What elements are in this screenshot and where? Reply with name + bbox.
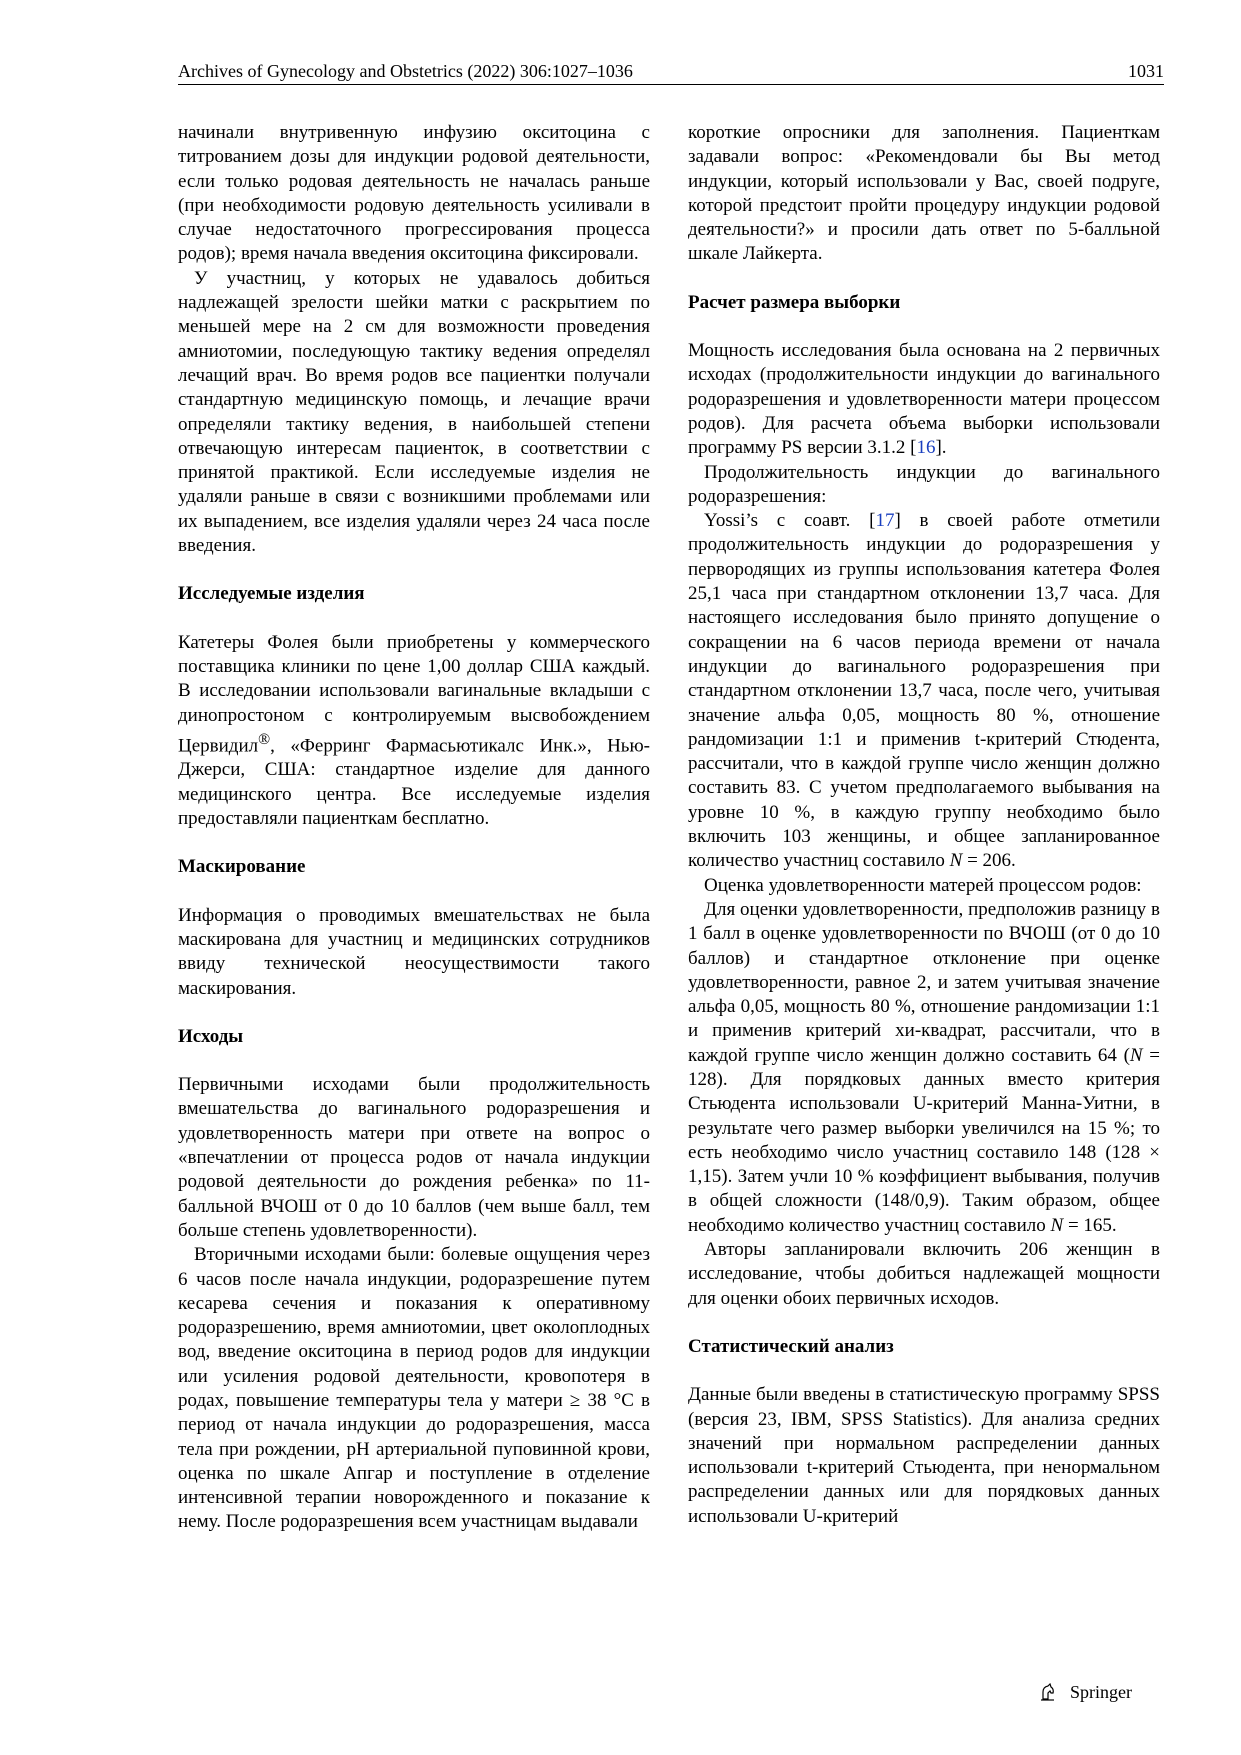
- registered-mark: ®: [258, 730, 271, 748]
- reference-link[interactable]: 16: [916, 437, 936, 459]
- reference-link[interactable]: 17: [875, 510, 895, 532]
- springer-horse-icon: [1040, 1683, 1056, 1701]
- running-head: [178, 59, 1164, 85]
- section-heading-outcomes: Исходы: [178, 1025, 244, 1047]
- text-run: Для оценки удовлетворенности, предположив разницу в 1 балл в оценке удовлетворенности по ВЧОШ (от 0 до 10 баллов) и стандартное отклонение при оценке удовлетворенности, равное 2, и затем учитывая значение альфа 0,05, мощность 80 %, отношение рандомизации 1:1 и применив критерий хи-квадрат, рассчитали, что в каждой группе число женщин должно составить 64 (: [688, 898, 1160, 1066]
- paragraph: Первичными исходами были продолжительность вмешательства до вагинального родоразрешения и удовлетворенность матери при ответе на вопрос о «впечатлении от процесса родов от начала индукции родовой деятельности до рождения ребенка» по 11-балльной ВЧОШ от 0 до 10 баллов (чем выше балл, тем больше степень удовлетворенности).: [178, 1074, 650, 1241]
- paragraph: начинали внутривенную инфузию окситоцина с титрованием дозы для индукции родовой деятельности, если только родовая деятельность не началась раньше (при необходимости родовую деятельность усиливали в случае недостаточного прогрессирования процесса родов); время начала введения окситоцина фиксировали.: [178, 122, 650, 265]
- paragraph: Данные были введены в статистическую программу SPSS (версия 23, IBM, SPSS Statistics). Для анализа средних значений при нормальном распределении данных использовали t-критерий Стьюдента, при ненормальном распределении данных или для порядковых данных использовали U-критерий: [688, 1384, 1160, 1527]
- text-run: = 128). Для порядковых данных вместо критерия Стьюдента использовали U-критерий Манна-Уитни, в результате чего размер выборки увеличился на 15 %; то есть необходимо число участниц составило 148 (128 × 1,15). Затем учли 10 % коэффициент выбывания, получив в общей сложности (148/0,9). Таким образом, общее необходимо количество участниц составило: [688, 1044, 1161, 1236]
- text-run: Катетеры Фолея были приобретены у коммерческого поставщика клиники по цене 1,00 доллар США каждый. В исследовании использовали вагинальные вкладыши с динопростоном с контролируемым высвобождением Цервидил: [178, 631, 650, 757]
- text-run: = 206.: [962, 850, 1016, 872]
- section-heading-sample-size: Расчет размера выборки: [688, 291, 901, 313]
- paragraph: Авторы запланировали включить 206 женщин в исследование, чтобы добиться надлежащей мощности для оценки обоих первичных исходов.: [688, 1239, 1160, 1309]
- math-symbol: N: [1129, 1044, 1143, 1066]
- publisher-name: Springer: [1070, 1682, 1132, 1702]
- text-run: = 165.: [1063, 1214, 1117, 1236]
- paragraph: Вторичными исходами были: болевые ощущения через 6 часов после начала индукции, родоразрешение путем кесарева сечения и показания к оперативному родоразрешению, время амниотомии, цвет околоплодных вод, введение окситоцина в период родов для индукции или усиления родовой деятельности, кровопотеря в родах, повышение температуры тела у матери ≥ 38 °C в период от начала индукции до родоразрешения, масса тела при рождении, pH артериальной пуповинной крови, оценка по шкале Апгар и поступление в отделение интенсивной терапии новорожденного и показание к нему. После родоразрешения всем участницам выдавали: [178, 1244, 650, 1533]
- section-heading-devices: Исследуемые изделия: [178, 583, 365, 605]
- math-symbol: N: [1050, 1214, 1064, 1236]
- paragraph: короткие опросники для заполнения. Пациенткам задавали вопрос: «Рекомендовали бы Вы метод индукции, который использовали у Вас, своей подруге, которой предстоит пройти процедуру индукции родовой деятельности?» и просили дать ответ по 5-балльной шкале Лайкерта.: [688, 122, 1160, 265]
- section-heading-masking: Маскирование: [178, 856, 306, 878]
- text-run: Yossi’s с соавт. [: [704, 510, 876, 532]
- page-footer: [1040, 1680, 1132, 1704]
- page-number: 1031: [1128, 61, 1164, 81]
- paragraph-devices: [178, 631, 650, 832]
- text-run: ] в своей работе отметили продолжительность индукции до родоразрешения у первородящих из группы использования катетера Фолея 25,1 часа при стандартном отклонении 13,7 часа. Для настоящего исследования было принято допущение о сокращении на 6 часов периода времени от начала индукции до вагинального родоразрешения при стандартном отклонении 13,7 часа, после чего, учитывая значение альфа 0,05, мощность 80 %, отношение рандомизации 1:1 и применив t-критерий Стюдента, рассчитали, что в каждой группе число женщин должно составить 83. С учетом предполагаемого выбывания на уровне 10 %, в каждую группу необходимо было включить 103 женщины, и общее запланированное количество участниц составило: [688, 510, 1160, 872]
- left-column: [178, 121, 650, 1535]
- paragraph: [688, 339, 1160, 460]
- paragraph: У участниц, у которых не удавалось добиться надлежащей зрелости шейки матки с раскрытием по меньшей мере на 2 см для возможности проведения амниотомии, последующую тактику ведения определял лечащий врач. Во время родов все пациентки получали стандартную медицинскую помощь, и лечащие врачи определяли тактику ведения, в наибольшей степени отвечающую интересам пациенток, в соответствии с принятой практикой. Если исследуемые изделия не удаляли раньше в связи с возникшими проблемами или их выпадением, все изделия удаляли через 24 часа после введения.: [178, 267, 650, 557]
- paragraph: [688, 898, 1160, 1238]
- text-run: ].: [935, 437, 947, 459]
- paragraph: [688, 509, 1160, 873]
- paragraph: Оценка удовлетворенности матерей процессом родов:: [704, 874, 1142, 896]
- text-run: Мощность исследования была основана на 2 первичных исходах (продолжительности индукции до вагинального родоразрешения и удовлетворенности матери процессом родов). Для расчета объема выборки использовали программу PS версии 3.1.2 [: [688, 340, 1160, 459]
- section-heading-statistics: Статистический анализ: [688, 1335, 894, 1357]
- text-run: , «Ферринг Фармасьютикалс Инк.», Нью-Джерси, США: стандартное изделие для данного медицинского центра. Все исследуемые изделия предоставляли пациенткам бесплатно.: [178, 735, 650, 830]
- right-column: [688, 121, 1160, 1529]
- math-symbol: N: [949, 850, 963, 872]
- journal-citation: Archives of Gynecology and Obstetrics (2022) 306:1027–1036: [178, 61, 633, 81]
- paragraph: Продолжительность индукции до вагинального родоразрешения:: [688, 461, 1160, 507]
- paragraph: Информация о проводимых вмешательствах не была маскирована для участниц и медицинских сотрудников ввиду технической неосуществимости такого маскирования.: [178, 904, 650, 999]
